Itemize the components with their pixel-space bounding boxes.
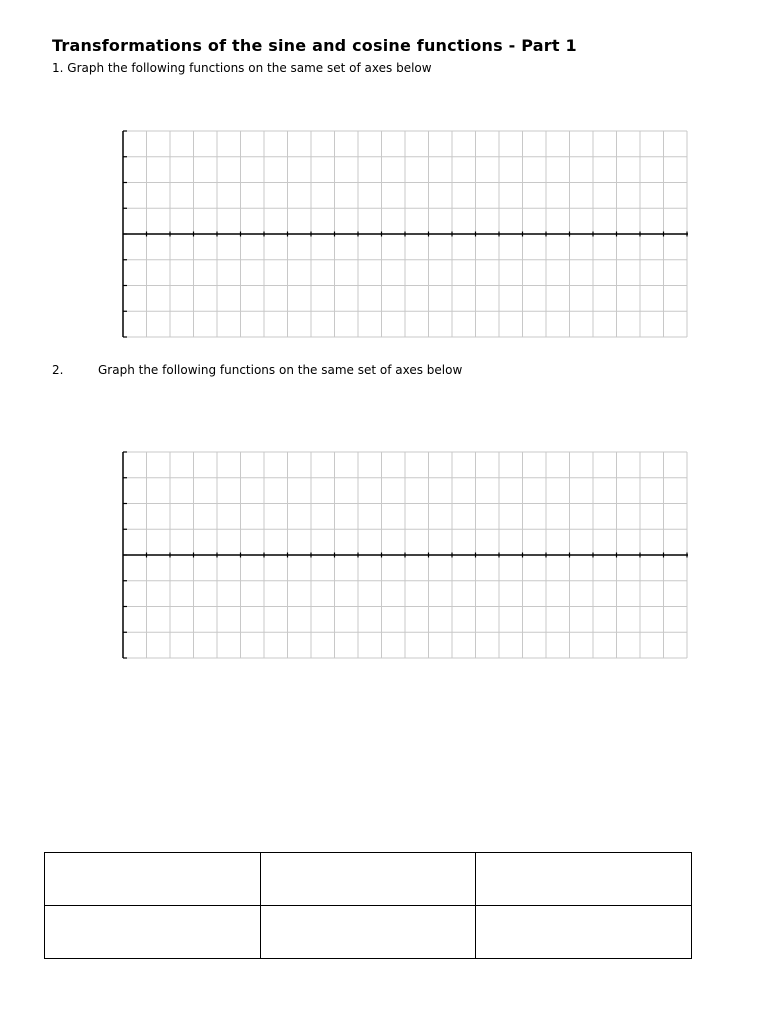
graph-grid-2[interactable]	[118, 449, 694, 661]
answer-table-row	[45, 853, 692, 906]
answer-cell[interactable]	[476, 853, 692, 906]
answer-cell[interactable]	[260, 853, 476, 906]
answer-cell[interactable]	[260, 906, 476, 959]
answer-cell[interactable]	[45, 853, 261, 906]
question-1-prompt: 1. Graph the following functions on the same set of axes below	[52, 61, 432, 75]
worksheet-title: Transformations of the sine and cosine functions - Part 1	[52, 36, 577, 55]
answer-cell[interactable]	[45, 906, 261, 959]
answer-table-row	[45, 906, 692, 959]
answer-cell[interactable]	[476, 906, 692, 959]
question-2-number: 2.	[52, 363, 64, 377]
question-2-prompt: Graph the following functions on the same set of axes below	[98, 363, 463, 377]
answer-table	[44, 852, 692, 959]
graph-grid-1[interactable]	[118, 128, 694, 340]
